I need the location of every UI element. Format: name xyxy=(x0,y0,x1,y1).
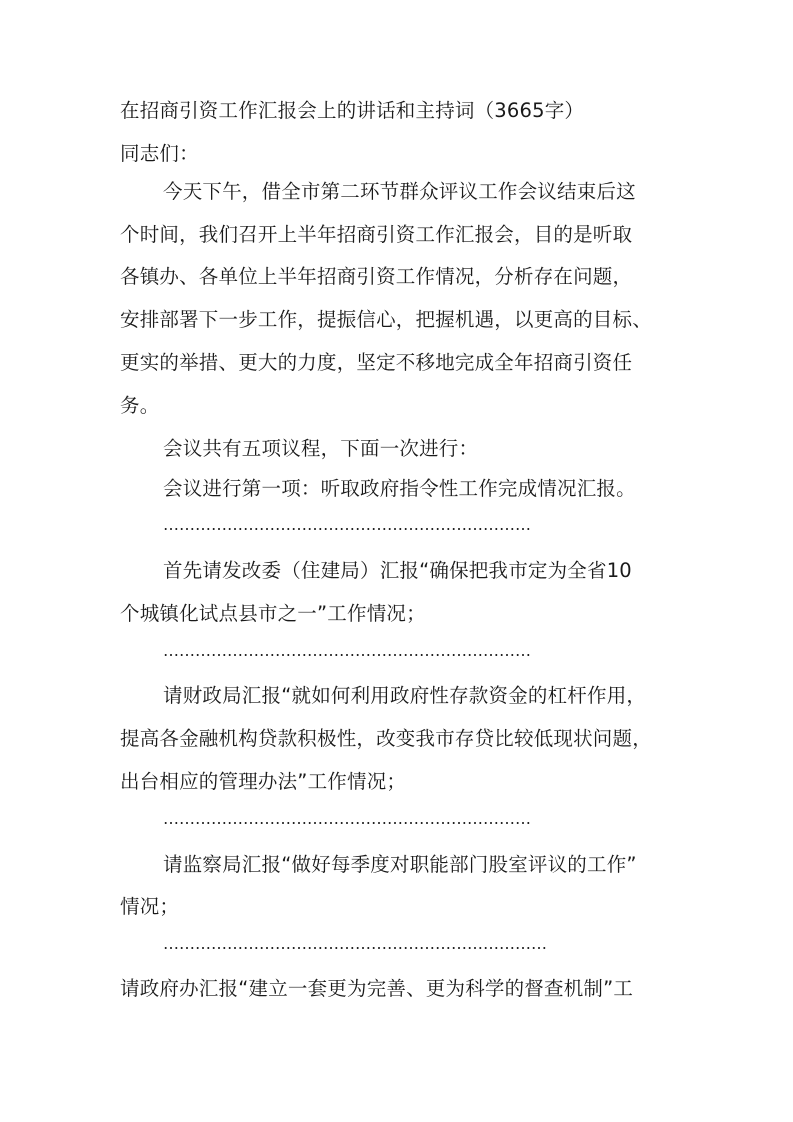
ellipsis-separator: …………………………………………………………… xyxy=(163,641,531,660)
document-title: 在招商引资工作汇报会上的讲话和主持词（3665字） xyxy=(120,99,585,122)
report-line: 个城镇化试点县市之一”工作情况； xyxy=(120,602,426,625)
report-line: 情况； xyxy=(120,895,180,918)
report-line: 提高各金融机构贷款积极性，改变我市存贷比较低现状问题， xyxy=(120,727,652,750)
report-line: 请政府办汇报“建立一套更为完善、更为科学的督查机制”工 xyxy=(120,977,634,1000)
report-line: 首先请发改委（住建局）汇报“确保把我市定为全省10 xyxy=(163,559,632,582)
report-line: 请监察局汇报“做好每季度对职能部门股室评议的工作” xyxy=(163,853,637,876)
report-line: 请财政局汇报“就如何利用政府性存款资金的杠杆作用， xyxy=(163,684,647,707)
paragraph-line: 安排部署下一步工作，提振信心，把握机遇，以更高的目标、 xyxy=(120,308,652,331)
ellipsis-separator: ……………………………………………………………… xyxy=(163,934,547,953)
paragraph-line: 个时间，我们召开上半年招商引资工作汇报会，目的是听取 xyxy=(120,223,633,246)
agenda-intro: 会议共有五项议程，下面一次进行： xyxy=(163,437,479,460)
ellipsis-separator: …………………………………………………………… xyxy=(163,515,531,534)
paragraph-line: 今天下午，借全市第二环节群众评议工作会议结束后这 xyxy=(163,180,636,203)
salutation: 同志们： xyxy=(120,142,199,165)
ellipsis-separator: …………………………………………………………… xyxy=(163,809,531,828)
agenda-item: 会议进行第一项：听取政府指令性工作完成情况汇报。 xyxy=(163,477,636,500)
paragraph-line: 务。 xyxy=(120,394,160,417)
paragraph-line: 各镇办、各单位上半年招商引资工作情况，分析存在问题， xyxy=(120,265,633,288)
paragraph-line: 更实的举措、更大的力度，坚定不移地完成全年招商引资任 xyxy=(120,351,633,374)
report-line: 出台相应的管理办法”工作情况； xyxy=(120,770,407,793)
